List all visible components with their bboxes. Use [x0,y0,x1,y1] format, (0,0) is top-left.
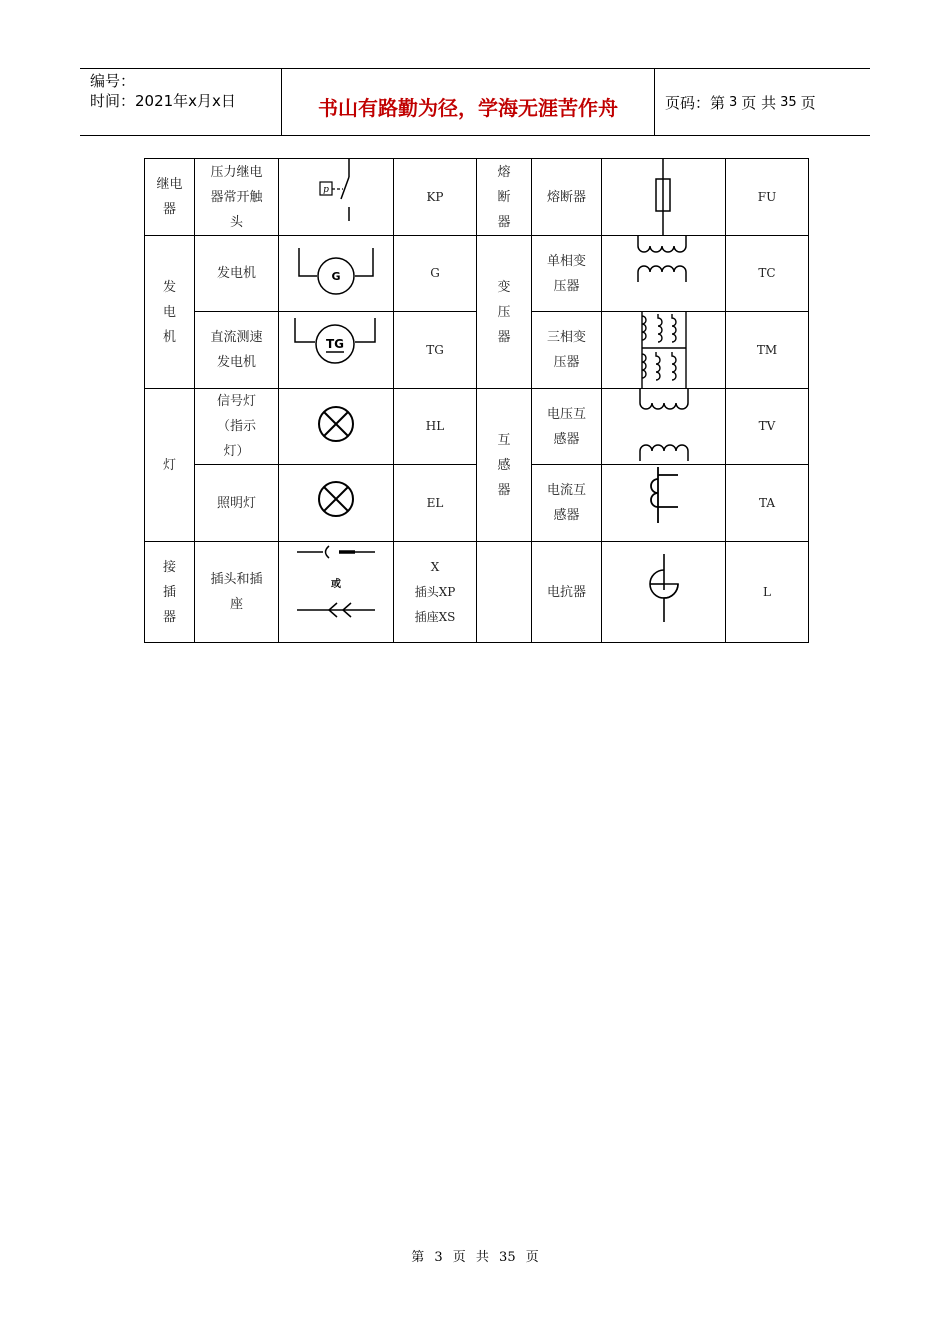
voltage-transformer-symbol [602,389,726,465]
category-generator: 发 电 机 [145,236,195,389]
plug-socket-icon [279,542,393,642]
lighting-lamp-symbol [279,465,394,542]
category-transformer: 变 压 器 [477,236,532,389]
fuse-symbol [602,159,726,236]
page-current: 3 [729,94,738,110]
header-page-number [655,69,870,135]
single-phase-transformer-name: 单相变 压器 [532,236,602,312]
lighting-lamp-name: 照明灯 [195,465,279,542]
category-relay: 继电 器 [145,159,195,236]
pressure-relay-code: KP [394,159,477,236]
page-footer: 第 3 页 共 35 页 [411,1250,539,1265]
pressure-relay-name: 压力继电 器常开触 头 [195,159,279,236]
three-phase-transformer-symbol [602,312,726,389]
current-transformer-icon [602,465,725,541]
tacho-generator-icon [279,312,393,388]
lighting-lamp-code: EL [394,465,477,542]
page-mid: 页 共 [741,93,777,112]
svg-text:G: G [331,270,341,283]
header-motto: 书山有路勤为径，学海无涯苦作舟 [282,69,655,135]
page-suffix: 页 [800,93,816,112]
tacho-generator-name: 直流测速 发电机 [195,312,279,389]
signal-lamp-icon [279,389,393,464]
lighting-lamp-icon [279,465,393,541]
signal-lamp-symbol [279,389,394,465]
category-lamp: 灯 [145,389,195,542]
single-phase-transformer-symbol [602,236,726,312]
signal-lamp-code: HL [394,389,477,465]
page-prefix: 页码：第 [665,93,726,112]
generator-icon [279,236,393,311]
single-phase-transformer-code: TC [726,236,809,312]
svg-text:或: 或 [331,579,341,590]
signal-lamp-name: 信号灯 （指示 灯） [195,389,279,465]
reactor-name: 电抗器 [532,542,602,643]
three-phase-transformer-name: 三相变 压器 [532,312,602,389]
serial-label: 编号： [90,72,136,90]
symbol-table [144,158,809,643]
fuse-icon [602,159,725,235]
voltage-transformer-icon [602,389,725,464]
pressure-contact-icon [279,159,393,235]
table-row [145,159,809,236]
generator-code: G [394,236,477,312]
tacho-generator-symbol [279,312,394,389]
table-row [145,236,809,312]
plug-socket-name: 插头和插 座 [195,542,279,643]
voltage-transformer-code: TV [726,389,809,465]
table-row [145,389,809,465]
plug-socket-code: X 插头XP 插座XS [394,542,477,643]
tacho-generator-code: TG [394,312,477,389]
fuse-name: 熔断器 [532,159,602,236]
single-phase-transformer-icon [602,236,725,311]
category-connector: 接 插 器 [145,542,195,643]
current-transformer-symbol [602,465,726,542]
pressure-relay-symbol [279,159,394,236]
page-total: 35 [780,94,797,110]
category-fuse: 熔 断 器 [477,159,532,236]
empty-category-cell [477,542,532,643]
current-transformer-code: TA [726,465,809,542]
current-transformer-name: 电流互 感器 [532,465,602,542]
three-phase-transformer-code: TM [726,312,809,389]
generator-name: 发电机 [195,236,279,312]
reactor-code: L [726,542,809,643]
fuse-code: FU [726,159,809,236]
three-phase-transformer-icon [602,312,725,388]
voltage-transformer-name: 电压互 感器 [532,389,602,465]
svg-text:TG: TG [325,337,345,351]
plug-socket-symbol [279,542,394,643]
page-header [80,68,870,136]
reactor-symbol [602,542,726,643]
date-label: 时间：2021年x月x日 [90,92,236,110]
table-row [145,542,809,643]
generator-symbol [279,236,394,312]
svg-text:p: p [323,185,329,195]
category-instrument-transformer: 互 感 器 [477,389,532,542]
header-meta [80,69,282,135]
reactor-icon [602,542,725,642]
